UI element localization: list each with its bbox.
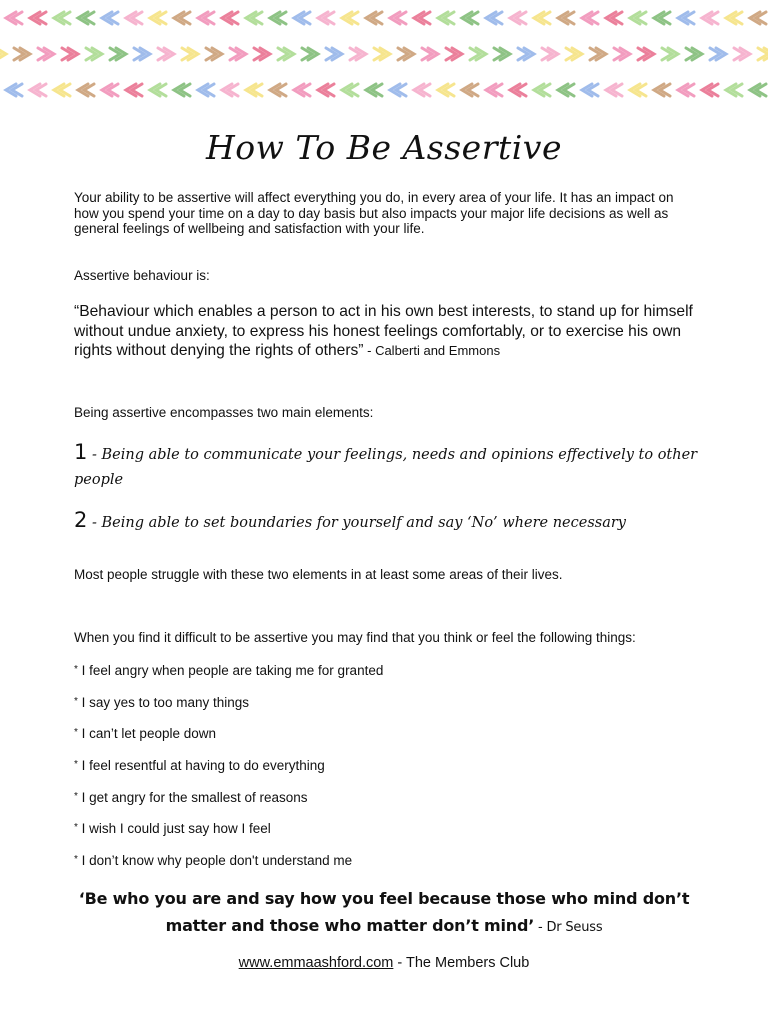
border-arrow [126,84,142,96]
border-arrow [414,84,430,96]
elements-intro: Being assertive encompasses two main elements: [74,405,374,420]
bullet-star: * [74,854,78,865]
border-arrow [326,48,342,60]
seuss-quote [60,885,708,941]
border-arrow [750,12,766,24]
page-title: How To Be Assertive [206,128,562,167]
border-arrow [734,48,750,60]
element-number: 2 [74,508,88,532]
border-arrow [198,84,214,96]
border-arrow [630,12,646,24]
border-arrow [614,48,630,60]
border-arrow [54,12,70,24]
border-arrow [6,12,22,24]
bullet-star: * [74,759,78,770]
list-item [74,821,271,836]
border-arrow [726,84,742,96]
border-arrow [726,12,742,24]
element-text: - Being able to set boundaries for yourself and say ‘No’ where necessary [87,515,626,531]
border-arrow [654,84,670,96]
border-arrow [542,48,558,60]
border-arrow [294,12,310,24]
footer [0,955,768,971]
border-arrow [494,48,510,60]
border-arrow [398,48,414,60]
border-arrow [678,12,694,24]
border-arrow [750,84,766,96]
seuss-quote-attribution: - Dr Seuss [534,920,603,935]
assertive-behaviour-label: Assertive behaviour is: [74,268,210,283]
border-arrow [710,48,726,60]
border-arrow [350,48,366,60]
border-arrow [654,12,670,24]
border-arrow [342,84,358,96]
border-arrow [150,84,166,96]
element-item-1 [74,440,698,493]
border-arrow [302,48,318,60]
border-arrow [278,48,294,60]
border-arrow [254,48,270,60]
border-arrow [374,48,390,60]
border-arrow [0,48,6,60]
border-arrow [486,84,502,96]
list-item-text: I can’t let people down [77,726,216,741]
border-arrow [222,84,238,96]
border-arrow [126,12,142,24]
border-arrow [366,84,382,96]
border-arrow [686,48,702,60]
border-arrow [590,48,606,60]
border-arrow [174,84,190,96]
border-arrow [6,84,22,96]
border-arrow [54,84,70,96]
border-arrow [446,48,462,60]
border-arrow [366,12,382,24]
border-arrow [518,48,534,60]
border-arrow [270,12,286,24]
element-number: 1 [74,440,88,464]
border-arrow [318,12,334,24]
border-arrow [30,12,46,24]
border-arrow [246,12,262,24]
border-arrow [606,12,622,24]
border-arrow [102,12,118,24]
bullet-star: * [74,664,78,675]
list-item-text: I don’t know why people don't understand me [77,853,353,868]
list-item [74,790,308,805]
decorative-arrow-border [0,0,768,110]
border-arrow [470,48,486,60]
list-item-text: I wish I could just say how I feel [77,821,271,836]
bullet-star: * [74,822,78,833]
border-arrow [638,48,654,60]
border-arrow [270,84,286,96]
border-arrow [182,48,198,60]
struggle-paragraph: Most people struggle with these two elements in at least some areas of their lives. [74,567,563,582]
border-arrow [702,84,718,96]
border-arrow [566,48,582,60]
border-arrow [78,84,94,96]
border-arrow [14,48,30,60]
definition-quote [74,302,698,361]
list-item [74,853,352,868]
border-arrow [678,84,694,96]
border-arrow [558,12,574,24]
intro-paragraph: Your ability to be assertive will affect everything you do, in every area of your life. It has an impact on how you spend your time on a day to day basis but also impacts your major life decisions as well as general feelings of wellbeing and satisfaction with your life. [74,190,674,236]
list-item-text: I feel resentful at having to do everything [77,758,325,773]
bullet-star: * [74,791,78,802]
seuss-quote-text: ‘Be who you are and say how you feel because those who mind don’t matter and those who matter don’t mind’ [78,889,690,935]
border-arrow [558,84,574,96]
border-arrow [230,48,246,60]
border-arrow [758,48,768,60]
border-arrow [198,12,214,24]
element-item-2 [74,508,698,536]
border-arrow [30,84,46,96]
feelings-intro: When you find it difficult to be assertive you may find that you think or feel the following things: [74,630,636,645]
border-arrow [206,48,222,60]
border-arrow [630,84,646,96]
border-arrow [662,48,678,60]
border-arrow [62,48,78,60]
website-link[interactable]: www.emmaashford.com [238,955,394,971]
list-item-text: I get angry for the smallest of reasons [77,790,308,805]
border-arrow [78,12,94,24]
border-arrow [422,48,438,60]
border-arrow [390,84,406,96]
border-arrow [102,84,118,96]
border-arrow [510,12,526,24]
border-arrow [534,84,550,96]
list-item [74,726,216,741]
border-arrow [342,12,358,24]
border-arrow [606,84,622,96]
border-arrow [438,12,454,24]
definition-quote-text: “Behaviour which enables a person to act in his own best interests, to stand up for himself without undue anxiety, to express his honest feelings comfortably, or to exercise his own rights without denying the rights of others” [74,303,693,359]
border-arrow [510,84,526,96]
border-arrow [38,48,54,60]
border-arrow [702,12,718,24]
border-arrow [158,48,174,60]
border-arrow [134,48,150,60]
border-arrow [86,48,102,60]
border-arrow [534,12,550,24]
list-item [74,758,325,773]
border-arrow [462,84,478,96]
border-arrow [486,12,502,24]
border-arrow [414,12,430,24]
border-arrow [246,84,262,96]
border-arrow [582,84,598,96]
border-arrow [438,84,454,96]
border-arrow [582,12,598,24]
border-arrow [294,84,310,96]
list-item [74,663,383,678]
border-arrow [222,12,238,24]
border-arrow [462,12,478,24]
list-item-text: I say yes to too many things [77,695,249,710]
list-item [74,695,249,710]
bullet-star: * [74,727,78,738]
border-arrow [110,48,126,60]
element-text: - Being able to communicate your feelings, needs and opinions effectively to other people [74,447,698,488]
bullet-star: * [74,696,78,707]
list-item-text: I feel angry when people are taking me for granted [77,663,384,678]
border-arrow [318,84,334,96]
border-arrow [174,12,190,24]
definition-quote-attribution: - Calberti and Emmons [363,343,501,358]
border-arrow [150,12,166,24]
footer-suffix: - The Members Club [393,955,530,971]
border-arrow [390,12,406,24]
